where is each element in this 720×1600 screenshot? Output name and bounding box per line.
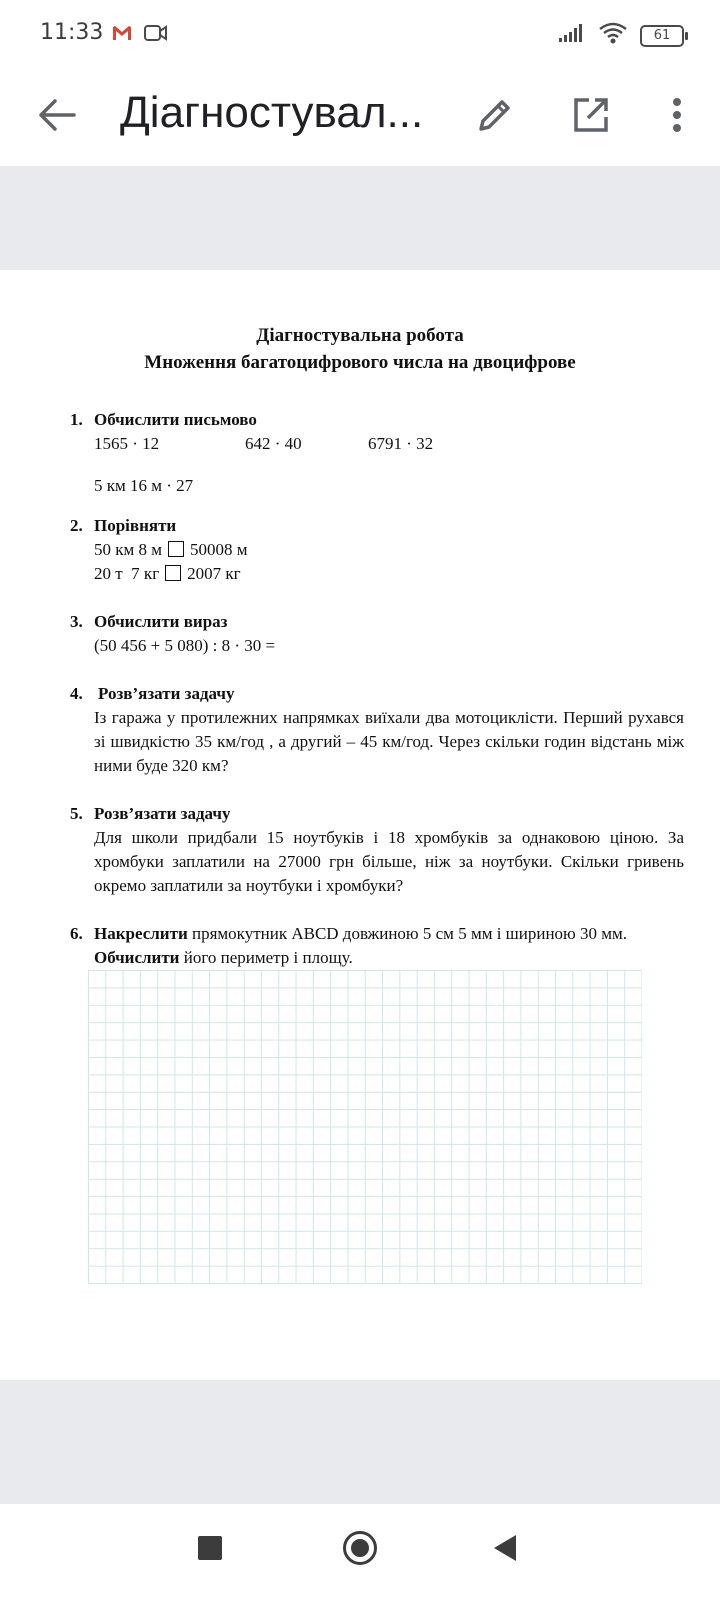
video-icon [144,24,168,47]
compare-row [70,538,684,562]
task-6 [70,922,684,970]
compare-right: 2007 кг [187,564,241,583]
compare-right: 50008 м [190,540,248,559]
recents-square-icon[interactable] [198,1536,222,1560]
open-external-icon [571,95,611,140]
expression: 642 · 40 [245,434,302,453]
compare-left: 20 т 7 кг [94,564,160,583]
task-bold-verb: Обчислити [94,948,180,967]
expression: 6791 · 32 [368,434,434,453]
task-number: 4. [70,684,83,703]
task-number: 5. [70,804,83,823]
task-number: 3. [70,612,83,631]
more-options-button[interactable] [652,92,702,142]
edit-button[interactable] [470,92,520,142]
compare-box[interactable] [165,565,181,581]
app-bar [0,70,720,166]
battery-icon: 61 [640,25,684,47]
home-circle-icon[interactable] [343,1531,377,1565]
status-time: 11:33 [40,20,104,45]
compare-left: 50 км 8 м [94,540,163,559]
task-heading: Обчислити вираз [94,612,228,631]
task-number: 2. [70,516,83,535]
task-3 [70,610,684,658]
task-1 [70,408,684,498]
open-external-button[interactable] [566,92,616,142]
document-page [0,270,720,1380]
back-triangle-icon[interactable] [494,1535,516,1561]
doc-title-line1: Діагностувальна робота [256,325,464,346]
navigation-bar [0,1504,720,1600]
expression: 5 км 16 м · 27 [94,476,194,495]
task-text: Із гаража у протилежних напрямках виїхали два мотоциклісти. Перший рухався зі швидкістю 35 км/год , а другий – 45 км/год. Через скільки годин відстань між ними буде 320 км? [94,708,684,775]
task-heading: Обчислити письмово [94,410,257,429]
status-bar [0,0,720,70]
task-text: його периметр і площу. [179,948,353,967]
task-heading: Розв’язати задачу [98,684,235,703]
task-2 [70,514,684,586]
task-4 [70,682,684,778]
compare-box[interactable] [168,541,184,557]
task-heading: Розв’язати задачу [94,804,231,823]
expression: 1565 · 12 [94,434,160,453]
compare-row [70,562,684,586]
wifi-icon [598,22,628,49]
doc-title [0,322,720,376]
back-arrow-icon [38,98,76,137]
task-heading: Порівняти [94,516,177,535]
graph-paper-grid [88,970,642,1284]
back-button[interactable] [32,92,82,142]
task-bold-verb: Накреслити [94,924,188,943]
more-vert-icon [671,97,683,138]
task-text: прямокутник ABCD довжиною 5 см 5 мм і шириною 30 мм. [187,924,628,943]
expression: (50 456 + 5 080) : 8 · 30 = [94,636,276,655]
task-number: 6. [70,924,83,943]
task-text: Для школи придбали 15 ноутбуків і 18 хромбуків за однаковою ціною. За хромбуки заплатили на 27000 грн більше, ніж за ноутбуки. Скільки гривень окремо заплатили за ноутбуки і хромбуки? [94,828,684,895]
task-number: 1. [70,410,83,429]
doc-title-line2: Множення багатоцифрового числа на двоцифрове [144,352,576,373]
pencil-icon [475,95,515,140]
gmail-icon [112,25,132,46]
signal-icon [558,23,586,48]
document-viewer[interactable] [0,166,720,1504]
task-5 [70,802,684,898]
document-title: Діагностувал... [120,88,424,137]
